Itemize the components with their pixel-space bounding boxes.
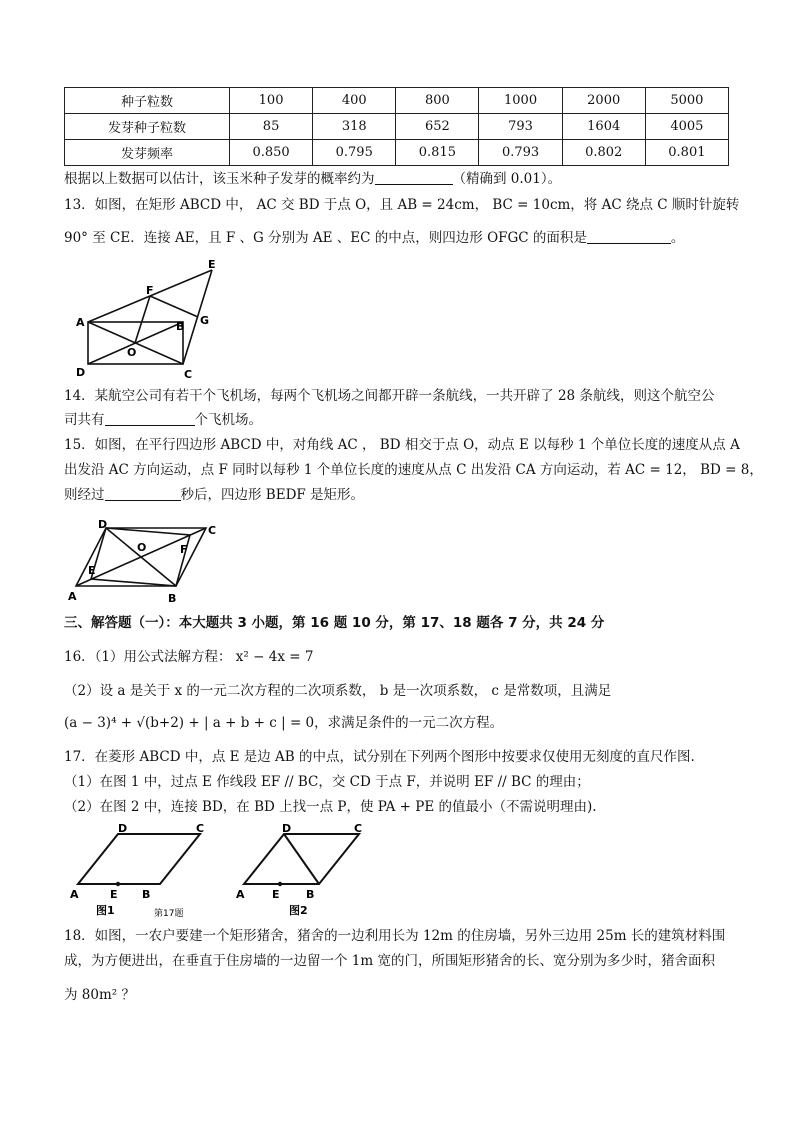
segment-fo (135, 296, 150, 343)
seed-table (64, 87, 729, 166)
point-e-fig2 (278, 882, 282, 886)
table-cell: 种子粒数 (65, 88, 230, 114)
label-c: C (196, 822, 205, 835)
fig-note: 第17题 (154, 909, 184, 919)
label-d: D (118, 822, 128, 835)
q14-line1: 14．某航空公司有若干个飞机场，每两个飞机场之间都开辟一条航线，一共开辟了 28 条航线，则这个航空公 (64, 388, 715, 404)
label-d: D (282, 822, 292, 835)
q18-line2: 成，为方便进出，在垂直于住房墙的一边留一个 1m 宽的门，所围矩形猪舍的长、宽分别为多少时，猪舍面积 (64, 953, 715, 969)
q17-line2: （1）在图 1 中，过点 E 作线段 EF // BC，交 CD 于点 F，并说明 EF // BC 的理由； (64, 774, 590, 790)
fig1-caption: 图1 (96, 904, 115, 917)
table-cell: 0.815 (396, 140, 479, 166)
label-a: A (236, 888, 245, 901)
table-cell: 0.850 (230, 140, 313, 166)
q13-line2 (64, 229, 684, 247)
label-o: O (137, 541, 147, 554)
answer-blank (105, 486, 181, 501)
q12-text-a: 根据以上数据可以估计，该玉米种子发芽的概率约为 (64, 171, 375, 187)
label-e: E (110, 888, 118, 901)
answer-blank (587, 229, 671, 244)
table-cell: 0.795 (313, 140, 396, 166)
table-cell: 4005 (645, 114, 728, 140)
label-c: C (354, 822, 363, 835)
q17-line3: （2）在图 2 中，连接 BD，在 BD 上找一点 P，使 PA + PE 的值最小（不需说明理由). (64, 799, 597, 815)
q16-line2: （2）设 a 是关于 x 的一元二次方程的二次项系数， b 是一次项系数， c 是常数项，且满足 (64, 683, 612, 699)
table-cell: 652 (396, 114, 479, 140)
fig2-caption: 图2 (289, 904, 308, 917)
q12-text (64, 170, 561, 188)
q15-line3 (64, 486, 364, 504)
diagonal-bd (106, 528, 176, 586)
label-g: G (200, 314, 210, 327)
point-e-fig1 (116, 882, 120, 886)
table-cell: 793 (479, 114, 562, 140)
label-b: B (306, 888, 315, 901)
q17-figures (64, 818, 374, 918)
table-cell: 85 (230, 114, 313, 140)
q13-line2-text: 90° 至 CE．连接 AE，且 F 、G 分别为 AE 、EC 的中点，则四边形 OFGC 的面积是 (64, 230, 587, 246)
answer-blank (105, 411, 195, 426)
q18-line3: 为 80m² ？ (64, 987, 135, 1003)
q15-line3-text: 则经过 (64, 487, 105, 503)
table-cell: 1000 (479, 88, 562, 114)
q15-figure (64, 518, 234, 606)
label-b: B (168, 592, 177, 605)
table-cell: 318 (313, 114, 396, 140)
label-e: E (88, 564, 96, 577)
table-row (65, 114, 729, 140)
label-e: E (208, 258, 216, 271)
q13-line1: 13．如图，在矩形 ABCD 中， AC 交 BD 于点 O，且 AB = 24cm， BC = 10cm，将 AC 绕点 C 顺时针旋转 (64, 197, 740, 213)
label-b: B (176, 320, 185, 333)
table-cell: 0.802 (562, 140, 645, 166)
q14-line2-text: 司共有 (64, 412, 105, 428)
segment-fg (150, 296, 198, 317)
table-cell: 2000 (562, 88, 645, 114)
table-row (65, 88, 729, 114)
table-cell: 发芽种子粒数 (65, 114, 230, 140)
q13-line2-end: 。 (670, 230, 685, 246)
label-a: A (70, 888, 79, 901)
q15-line2: 出发沿 AC 方向运动，点 F 同时以每秒 1 个单位长度的速度从点 C 出发沿 CA 方向运动，若 AC = 12， BD = 8， (64, 462, 763, 478)
label-c: C (208, 524, 217, 537)
label-f: F (146, 284, 154, 297)
label-f: F (180, 543, 188, 556)
table-cell: 400 (313, 88, 396, 114)
q13-figure (72, 258, 232, 381)
q12-text-b: （精确到 0.01）。 (452, 171, 562, 187)
q15-line1: 15．如图，在平行四边形 ABCD 中，对角线 AC ， BD 相交于点 O，动点 E 以每秒 1 个单位长度的速度从点 A (64, 437, 740, 453)
table-cell: 100 (230, 88, 313, 114)
q15-line3-end: 秒后，四边形 BEDF 是矩形。 (180, 487, 365, 503)
label-e: E (272, 888, 280, 901)
q14-line2-end: 个飞机场。 (194, 412, 262, 428)
segment-bd (284, 834, 319, 884)
table-cell: 0.793 (479, 140, 562, 166)
q18-line1: 18．如图，一农户要建一个矩形猪舍，猪舍的一边利用长为 12m 的住房墙，另外三边用 25m 长的建筑材料围 (64, 928, 726, 944)
q14-line2 (64, 411, 262, 429)
label-b: B (142, 888, 151, 901)
label-d: D (98, 518, 108, 531)
table-cell: 5000 (645, 88, 728, 114)
table-cell: 1604 (562, 114, 645, 140)
q17-line1: 17．在菱形 ABCD 中，点 E 是边 AB 的中点，试分别在下列两个图形中按要求仅使用无刻度的直尺作图. (64, 749, 695, 765)
label-o: O (127, 346, 137, 359)
table-row (65, 140, 729, 166)
rhombus-fig1 (78, 834, 200, 884)
q16-line3: (a − 3)⁴ + √(b+2) + | a + b + c | = 0，求满足条件的一元二次方程。 (64, 715, 504, 731)
label-c: C (184, 368, 193, 381)
label-a: A (76, 316, 85, 329)
label-d: D (76, 366, 86, 379)
section-title: 三、解答题（一）：本大题共 3 小题，第 16 题 10 分，第 17、18 题各 7 分，共 24 分 (64, 615, 605, 631)
table-cell: 0.801 (645, 140, 728, 166)
q16-line1: 16．（1）用公式法解方程： x² − 4x = 7 (64, 649, 314, 665)
label-a: A (68, 590, 77, 603)
answer-blank (375, 170, 453, 185)
table-cell: 发芽频率 (65, 140, 230, 166)
table-cell: 800 (396, 88, 479, 114)
